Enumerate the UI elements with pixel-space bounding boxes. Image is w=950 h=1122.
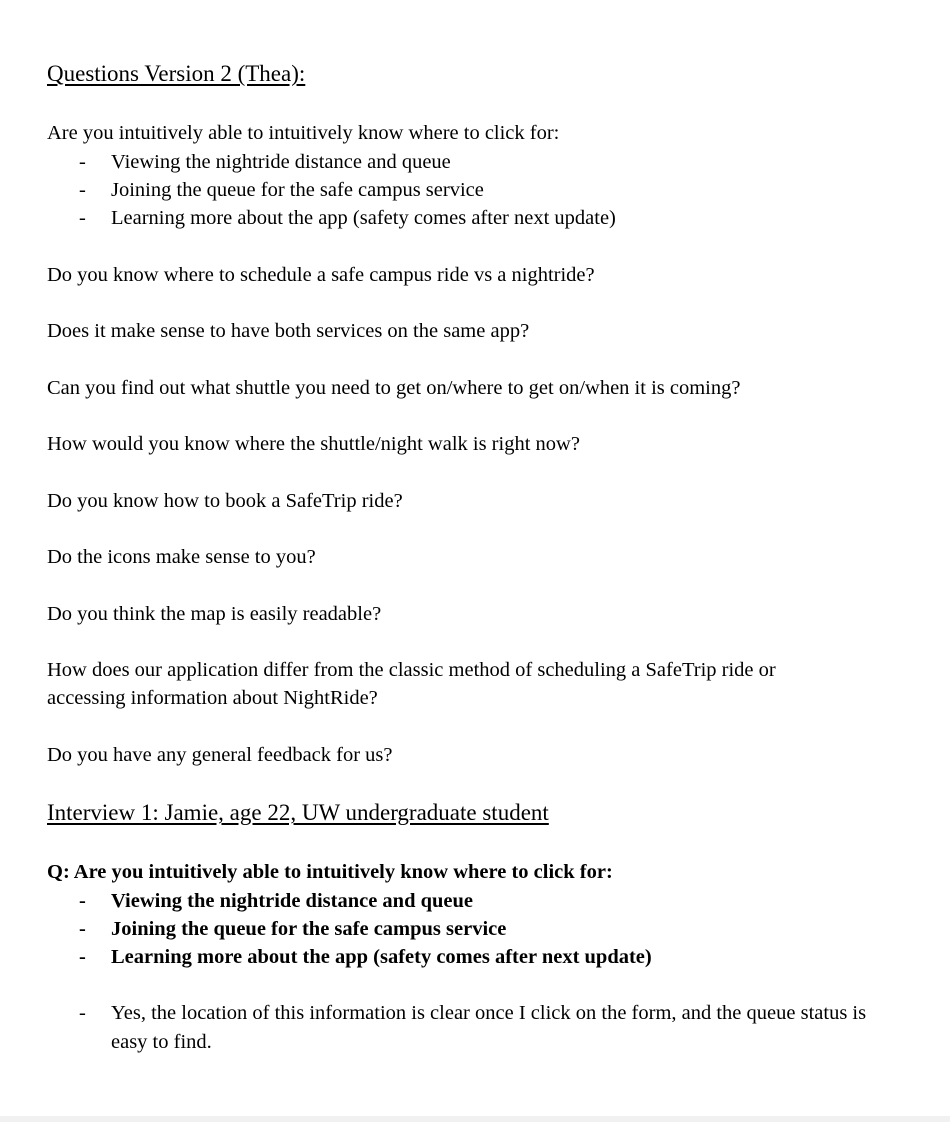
questions-heading: Questions Version 2 (Thea):: [47, 61, 306, 86]
bullet-text: Learning more about the app (safety comes after next update): [111, 946, 652, 968]
question-shuttle: Can you find out what shuttle you need to get on/where to get on/when it is coming?: [47, 377, 741, 399]
question-where-now: How would you know where the shuttle/night walk is right now?: [47, 433, 580, 455]
interview1-answer: Yes, the location of this information is clear once I click on the form, and the queue status is easy to find.: [111, 1002, 867, 1053]
question-feedback: Do you have any general feedback for us?: [47, 744, 393, 766]
interview1-question: Q: Are you intuitively able to intuitively know where to click for:: [47, 861, 613, 883]
question-differ: How does our application differ from the classic method of scheduling a SafeTrip ride or accessing information about NightRide?: [47, 659, 776, 709]
bullet-dash: -: [79, 179, 86, 201]
bullet-text: Viewing the nightride distance and queue: [111, 151, 451, 173]
question-map: Do you think the map is easily readable?: [47, 603, 382, 625]
question-icons: Do the icons make sense to you?: [47, 546, 316, 568]
bullet-text: Viewing the nightride distance and queue: [111, 890, 474, 912]
bullet-text: Joining the queue for the safe campus service: [111, 179, 484, 201]
bullet-dash: -: [79, 1002, 86, 1024]
bullet-dash: -: [79, 946, 86, 968]
bullet-dash: -: [79, 890, 86, 912]
bullet-text: Learning more about the app (safety comes after next update): [111, 207, 616, 229]
page-bottom-edge: [0, 1116, 950, 1122]
bullet-dash: -: [79, 918, 86, 940]
interview1-heading: Interview 1: Jamie, age 22, UW undergraduate student: [47, 800, 549, 825]
bullet-dash: -: [79, 207, 86, 229]
question-book-safetrip: Do you know how to book a SafeTrip ride?: [47, 490, 403, 512]
question-both-services: Does it make sense to have both services on the same app?: [47, 320, 530, 342]
bullet-dash: -: [79, 151, 86, 173]
question-schedule: Do you know where to schedule a safe campus ride vs a nightride?: [47, 264, 595, 286]
bullet-text: Joining the queue for the safe campus service: [111, 918, 507, 940]
question-intuitive: Are you intuitively able to intuitively know where to click for:: [47, 122, 560, 144]
